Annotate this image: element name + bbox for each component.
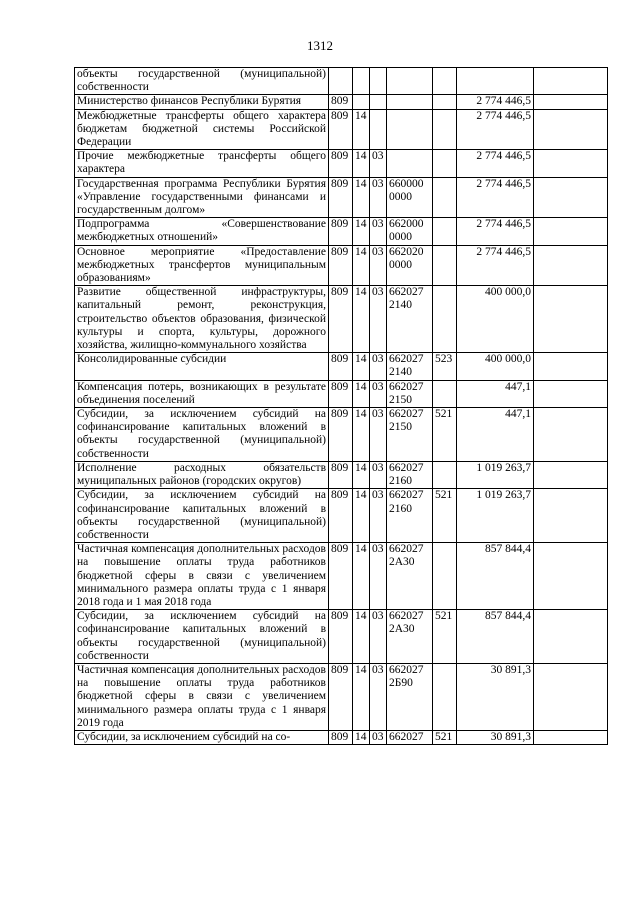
row-expense-type-cell: 521 (433, 730, 457, 744)
row-name-cell: Развитие общественной инфраструктуры, капитальный ремонт, реконструкция, строительство объектов образования, физической культуры и спорта, культуры, дорожного хозяйства, жилищно-коммунального хозяйства (75, 286, 329, 353)
budget-table (74, 67, 608, 745)
row-target-article-cell: 662027 2А30 (387, 543, 433, 610)
row-target-article-cell: 662027 2160 (387, 461, 433, 488)
row-target-article-cell: 662027 2А30 (387, 610, 433, 664)
row-subsection-code-cell: 03 (370, 286, 387, 353)
row-amount-cell: 400 000,0 (457, 353, 534, 380)
row-section-code-cell: 14 (353, 380, 370, 407)
row-expense-type-cell (433, 95, 457, 109)
row-ministry-code-cell (329, 68, 353, 95)
row-subsection-code-cell: 03 (370, 461, 387, 488)
row-extra-cell (534, 730, 608, 744)
row-subsection-code-cell: 03 (370, 730, 387, 744)
row-expense-type-cell (433, 380, 457, 407)
row-name-cell: Министерство финансов Республики Бурятия (75, 95, 329, 109)
row-target-article-cell (387, 95, 433, 109)
row-amount-cell: 2 774 446,5 (457, 95, 534, 109)
table-row (75, 663, 608, 730)
row-expense-type-cell: 521 (433, 408, 457, 462)
row-expense-type-cell (433, 663, 457, 730)
row-subsection-code-cell: 03 (370, 150, 387, 177)
table-row (75, 95, 608, 109)
table-row (75, 150, 608, 177)
row-extra-cell (534, 245, 608, 286)
row-amount-cell: 447,1 (457, 408, 534, 462)
row-expense-type-cell (433, 543, 457, 610)
row-name-cell: Прочие межбюджетные трансферты общего характера (75, 150, 329, 177)
row-amount-cell: 1 019 263,7 (457, 461, 534, 488)
row-subsection-code-cell: 03 (370, 489, 387, 543)
row-name-cell: Исполнение расходных обязательств муниципальных районов (городских округов) (75, 461, 329, 488)
row-section-code-cell (353, 68, 370, 95)
row-expense-type-cell (433, 177, 457, 218)
row-name-cell: Основное мероприятие «Предоставление межбюджетных трансфертов муниципальным образованиям» (75, 245, 329, 286)
row-ministry-code-cell: 809 (329, 408, 353, 462)
table-row (75, 245, 608, 286)
table-row (75, 461, 608, 488)
row-extra-cell (534, 489, 608, 543)
row-expense-type-cell: 521 (433, 489, 457, 543)
row-amount-cell: 447,1 (457, 380, 534, 407)
row-target-article-cell: 662027 2Б90 (387, 663, 433, 730)
row-ministry-code-cell: 809 (329, 353, 353, 380)
row-name-cell: Субсидии, за исключением субсидий на со- (75, 730, 329, 744)
row-ministry-code-cell: 809 (329, 286, 353, 353)
table-row (75, 286, 608, 353)
table-row (75, 543, 608, 610)
row-name-cell: Государственная программа Республики Бурятия «Управление государственными финансами и государственным долгом» (75, 177, 329, 218)
row-amount-cell: 2 774 446,5 (457, 150, 534, 177)
row-amount-cell: 400 000,0 (457, 286, 534, 353)
row-target-article-cell: 662027 2150 (387, 408, 433, 462)
row-subsection-code-cell: 03 (370, 663, 387, 730)
row-ministry-code-cell: 809 (329, 218, 353, 245)
row-target-article-cell: 662027 2140 (387, 353, 433, 380)
row-ministry-code-cell: 809 (329, 610, 353, 664)
row-extra-cell (534, 543, 608, 610)
row-extra-cell (534, 408, 608, 462)
table-row (75, 68, 608, 95)
table-row (75, 109, 608, 150)
table-row (75, 489, 608, 543)
row-ministry-code-cell: 809 (329, 380, 353, 407)
row-extra-cell (534, 68, 608, 95)
row-subsection-code-cell (370, 95, 387, 109)
row-amount-cell: 2 774 446,5 (457, 177, 534, 218)
row-section-code-cell: 14 (353, 543, 370, 610)
row-name-cell: объекты государственной (муниципальной) собственности (75, 68, 329, 95)
table-row (75, 730, 608, 744)
row-name-cell: Субсидии, за исключением субсидий на софинансирование капитальных вложений в объекты государственной (муниципальной) собственности (75, 408, 329, 462)
row-amount-cell: 2 774 446,5 (457, 245, 534, 286)
row-ministry-code-cell: 809 (329, 489, 353, 543)
row-extra-cell (534, 95, 608, 109)
table-row (75, 177, 608, 218)
row-target-article-cell: 660000 0000 (387, 177, 433, 218)
row-expense-type-cell (433, 286, 457, 353)
row-expense-type-cell (433, 461, 457, 488)
row-amount-cell: 857 844,4 (457, 543, 534, 610)
row-subsection-code-cell: 03 (370, 543, 387, 610)
row-ministry-code-cell: 809 (329, 730, 353, 744)
table-row (75, 408, 608, 462)
page-number: 1312 (307, 38, 333, 53)
table-row (75, 380, 608, 407)
row-ministry-code-cell: 809 (329, 663, 353, 730)
row-ministry-code-cell: 809 (329, 177, 353, 218)
row-subsection-code-cell: 03 (370, 408, 387, 462)
row-extra-cell (534, 663, 608, 730)
row-ministry-code-cell: 809 (329, 543, 353, 610)
row-expense-type-cell: 521 (433, 610, 457, 664)
row-subsection-code-cell: 03 (370, 380, 387, 407)
table-body (75, 68, 608, 745)
row-section-code-cell: 14 (353, 353, 370, 380)
row-target-article-cell: 662027 (387, 730, 433, 744)
row-target-article-cell (387, 109, 433, 150)
row-extra-cell (534, 150, 608, 177)
row-amount-cell: 30 891,3 (457, 730, 534, 744)
row-target-article-cell: 662027 2160 (387, 489, 433, 543)
row-amount-cell: 30 891,3 (457, 663, 534, 730)
row-section-code-cell: 14 (353, 109, 370, 150)
row-section-code-cell: 14 (353, 218, 370, 245)
table-row (75, 610, 608, 664)
row-target-article-cell (387, 68, 433, 95)
row-subsection-code-cell: 03 (370, 218, 387, 245)
row-name-cell: Компенсация потерь, возникающих в результате объединения поселений (75, 380, 329, 407)
row-target-article-cell: 662027 2150 (387, 380, 433, 407)
row-name-cell: Частичная компенсация дополнительных расходов на повышение оплаты труда работников бюджетной сферы в связи с увеличением минимального размера оплаты труда с 1 января 2018 года и 1 мая 2018 года (75, 543, 329, 610)
row-target-article-cell: 662020 0000 (387, 245, 433, 286)
row-extra-cell (534, 380, 608, 407)
row-expense-type-cell (433, 68, 457, 95)
row-name-cell: Межбюджетные трансферты общего характера бюджетам бюджетной системы Российской Федерации (75, 109, 329, 150)
row-name-cell: Субсидии, за исключением субсидий на софинансирование капитальных вложений в объекты государственной (муниципальной) собственности (75, 489, 329, 543)
row-section-code-cell: 14 (353, 150, 370, 177)
row-section-code-cell: 14 (353, 286, 370, 353)
row-name-cell: Консолидированные субсидии (75, 353, 329, 380)
row-section-code-cell: 14 (353, 177, 370, 218)
row-amount-cell (457, 68, 534, 95)
row-extra-cell (534, 461, 608, 488)
row-subsection-code-cell: 03 (370, 353, 387, 380)
row-name-cell: Подпрограмма «Совершенствование межбюджетных отношений» (75, 218, 329, 245)
row-section-code-cell: 14 (353, 408, 370, 462)
row-expense-type-cell (433, 218, 457, 245)
table-row (75, 218, 608, 245)
row-extra-cell (534, 353, 608, 380)
row-extra-cell (534, 218, 608, 245)
row-subsection-code-cell: 03 (370, 177, 387, 218)
row-amount-cell: 2 774 446,5 (457, 109, 534, 150)
row-subsection-code-cell (370, 109, 387, 150)
row-ministry-code-cell: 809 (329, 461, 353, 488)
row-subsection-code-cell: 03 (370, 610, 387, 664)
row-subsection-code-cell (370, 68, 387, 95)
row-expense-type-cell: 523 (433, 353, 457, 380)
row-ministry-code-cell: 809 (329, 150, 353, 177)
row-section-code-cell: 14 (353, 245, 370, 286)
row-section-code-cell: 14 (353, 663, 370, 730)
row-target-article-cell: 662027 2140 (387, 286, 433, 353)
row-amount-cell: 1 019 263,7 (457, 489, 534, 543)
row-name-cell: Частичная компенсация дополнительных расходов на повышение оплаты труда работников бюджетной сферы в связи с увеличением минимального размера оплаты труда с 1 января 2019 года (75, 663, 329, 730)
row-section-code-cell: 14 (353, 489, 370, 543)
row-expense-type-cell (433, 109, 457, 150)
row-section-code-cell: 14 (353, 610, 370, 664)
row-target-article-cell (387, 150, 433, 177)
row-expense-type-cell (433, 150, 457, 177)
row-section-code-cell (353, 95, 370, 109)
row-section-code-cell: 14 (353, 730, 370, 744)
row-extra-cell (534, 109, 608, 150)
row-subsection-code-cell: 03 (370, 245, 387, 286)
row-target-article-cell: 662000 0000 (387, 218, 433, 245)
row-amount-cell: 857 844,4 (457, 610, 534, 664)
row-section-code-cell: 14 (353, 461, 370, 488)
row-ministry-code-cell: 809 (329, 245, 353, 286)
table-row (75, 353, 608, 380)
row-name-cell: Субсидии, за исключением субсидий на софинансирование капитальных вложений в объекты государственной (муниципальной) собственности (75, 610, 329, 664)
row-ministry-code-cell: 809 (329, 109, 353, 150)
row-expense-type-cell (433, 245, 457, 286)
row-amount-cell: 2 774 446,5 (457, 218, 534, 245)
row-extra-cell (534, 286, 608, 353)
row-extra-cell (534, 610, 608, 664)
row-extra-cell (534, 177, 608, 218)
row-ministry-code-cell: 809 (329, 95, 353, 109)
